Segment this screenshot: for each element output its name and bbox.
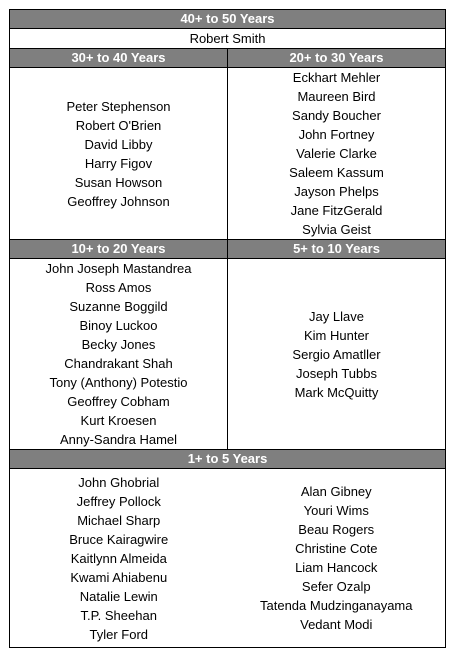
person-name: Robert Smith (189, 31, 266, 46)
header-40-50-years: 40+ to 50 Years (10, 10, 446, 29)
person-name: Susan Howson (74, 174, 163, 190)
person-name: Kim Hunter (303, 327, 370, 343)
person-name: Sylvia Geist (302, 222, 371, 237)
name-list (46, 259, 192, 449)
header-20-30-years: 20+ to 30 Years (228, 49, 446, 68)
person-name: John Joseph Mastandrea (45, 261, 192, 276)
header-10-20-years: 10+ to 20 Years (10, 240, 228, 259)
person-name: Becky Jones (81, 337, 156, 352)
person-name: Tony (Anthony) Potestio (49, 375, 188, 390)
name-list (66, 97, 170, 211)
person-name: Beau Rogers (298, 522, 375, 537)
person-name: Robert O'Brien (75, 117, 162, 133)
header-5-10-years: 5+ to 10 Years (228, 240, 446, 259)
person-name: Maureen Bird (297, 89, 376, 104)
person-name: David Libby (84, 136, 153, 152)
person-name: Sandy Boucher (292, 108, 381, 123)
name-list (69, 473, 168, 644)
name-list (260, 482, 413, 634)
names-1-5-years-left (10, 469, 228, 648)
person-name: Natalie Lewin (79, 588, 158, 604)
service-years-table-container (9, 9, 446, 645)
person-name: Kaitlynn Almeida (70, 550, 167, 566)
person-name: Tyler Ford (89, 626, 148, 642)
person-name: Ross Amos (85, 280, 152, 295)
person-name: Geoffrey Cobham (67, 394, 170, 409)
person-name: Tatenda Mudzinganayama (260, 598, 413, 613)
person-name: Bruce Kairagwire (69, 531, 169, 547)
names-5-10-years (228, 259, 446, 450)
person-name: Christine Cote (295, 541, 378, 556)
person-name: Kwami Ahiabenu (70, 569, 168, 585)
person-name: John Ghobrial (78, 474, 160, 490)
person-name: Mark McQuitty (294, 384, 379, 400)
person-name: Binoy Luckoo (79, 318, 158, 333)
person-name: John Fortney (298, 127, 375, 142)
person-name: Jeffrey Pollock (76, 493, 161, 509)
service-years-table (9, 9, 446, 648)
person-name: Michael Sharp (77, 512, 161, 528)
person-name: Vedant Modi (300, 617, 373, 632)
names-1-5-years-right (228, 469, 446, 648)
person-name: Eckhart Mehler (292, 70, 381, 85)
header-30-40-years: 30+ to 40 Years (10, 49, 228, 68)
person-name: Joseph Tubbs (296, 365, 377, 381)
person-name: Saleem Kassum (289, 165, 384, 180)
person-name: Peter Stephenson (66, 98, 171, 114)
person-name: Suzanne Boggild (69, 299, 168, 314)
names-20-30-years (228, 68, 446, 240)
person-name: Alan Gibney (300, 484, 372, 499)
person-name: Geoffrey Johnson (67, 193, 170, 209)
person-name: Sergio Amatller (292, 346, 381, 362)
name-list (292, 307, 380, 402)
person-name: Valerie Clarke (296, 146, 377, 161)
person-name: Youri Wims (303, 503, 369, 518)
person-name: Sefer Ozalp (301, 579, 371, 594)
person-name: Jayson Phelps (294, 184, 379, 199)
header-1-5-years: 1+ to 5 Years (10, 450, 446, 469)
name-list (289, 68, 384, 239)
person-name: Chandrakant Shah (64, 356, 173, 371)
names-30-40-years (10, 68, 228, 240)
person-name: Jane FitzGerald (290, 203, 383, 218)
person-name: Kurt Kroesen (80, 413, 157, 428)
person-name: T.P. Sheehan (80, 607, 157, 623)
person-name: Harry Figov (84, 155, 153, 171)
person-name: Jay Llave (309, 308, 364, 324)
name-list (190, 29, 266, 48)
person-name: Anny-Sandra Hamel (59, 432, 178, 447)
person-name: Liam Hancock (295, 560, 378, 575)
names-10-20-years (10, 259, 228, 450)
names-40-50-years (10, 29, 446, 49)
